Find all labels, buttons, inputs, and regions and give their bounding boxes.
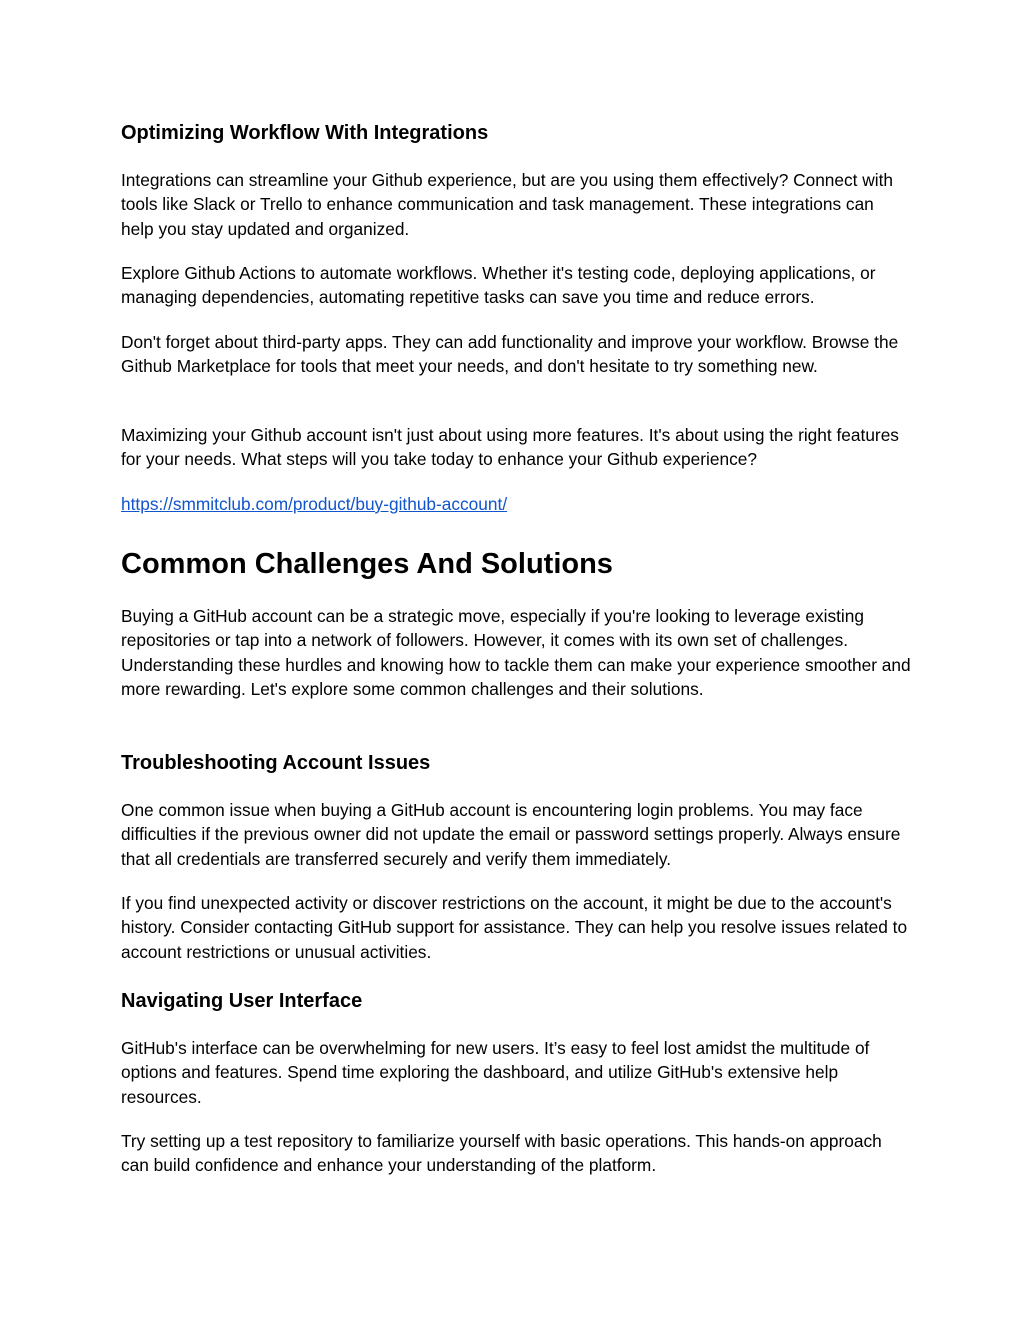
paragraph-login-problems: One common issue when buying a GitHub account is encountering login problems. You may face difficulties if the previous owner did not update the email or password settings properly. Always ensure that all credentials are transferred securely and verify them immediately. [121,800,901,869]
heading-common-challenges: Common Challenges And Solutions [121,548,613,580]
paragraph-challenges-intro: Buying a GitHub account can be a strategic move, especially if you're looking to leverage existing repositories or tap into a network of followers. However, it comes with its own set of challenges. Understanding these hurdles and knowing how to tackle them can make your experience smoother and more rewarding. Let's explore some common challenges and their solutions. [121,606,911,700]
paragraph-interface-overwhelming: GitHub's interface can be overwhelming for new users. It’s easy to feel lost amidst the multitude of options and features. Spend time exploring the dashboard, and utilize GitHub's extensive help resources. [121,1038,870,1107]
heading-optimizing-workflow: Optimizing Workflow With Integrations [121,122,489,144]
heading-navigating-ui: Navigating User Interface [121,990,363,1012]
paragraph-integrations: Integrations can streamline your Github experience, but are you using them effectively? Connect with tools like Slack or Trello to enhance communication and task management. These integrations can help you stay updated and organized. [121,170,894,239]
paragraph-unexpected-activity: If you find unexpected activity or discover restrictions on the account, it might be due to the account's history. Consider contacting GitHub support for assistance. They can help you resolve issues related to account restrictions or unusual activities. [121,893,908,962]
paragraph-github-actions: Explore Github Actions to automate workflows. Whether it's testing code, deploying applications, or managing dependencies, automating repetitive tasks can save you time and reduce errors. [121,263,876,308]
paragraph-maximizing-account: Maximizing your Github account isn't just about using more features. It's about using the right features for your needs. What steps will you take today to enhance your Github experience? [121,425,899,470]
paragraph-third-party-apps: Don't forget about third-party apps. They can add functionality and improve your workflow. Browse the Github Marketplace for tools that meet your needs, and don't hesitate to try something new. [121,332,899,377]
paragraph-test-repository: Try setting up a test repository to familiarize yourself with basic operations. This hands-on approach can build confidence and enhance your understanding of the platform. [121,1131,882,1176]
heading-troubleshooting: Troubleshooting Account Issues [121,752,431,774]
product-link[interactable]: https://smmitclub.com/product/buy-github-account/ [121,494,508,514]
